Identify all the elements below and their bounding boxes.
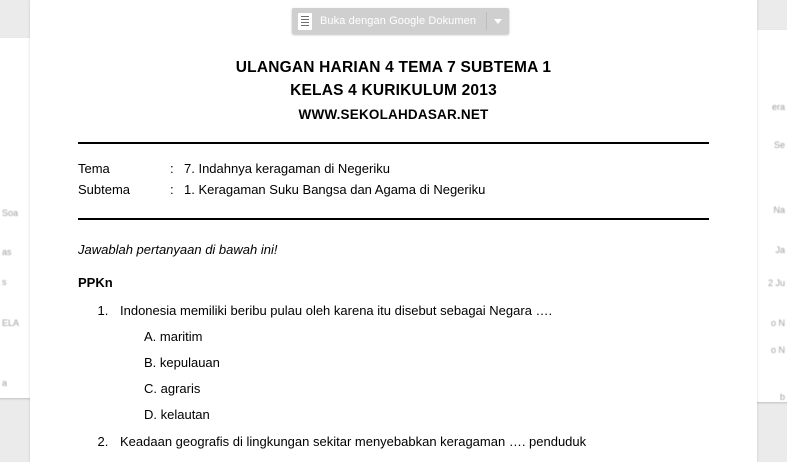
- instruction-text: Jawablah pertanyaan di bawah ini!: [78, 242, 278, 257]
- background-text-line: 2 Ju: [767, 278, 785, 288]
- document-title: [78, 56, 709, 102]
- background-text-line: Ja: [775, 245, 785, 255]
- background-text-line: era: [771, 102, 785, 112]
- question-text: 1. Indonesia memiliki beribu pulau oleh karena itu disebut sebagai Negara ….: [120, 303, 553, 318]
- google-docs-icon: [292, 8, 318, 34]
- background-text-line: b: [779, 392, 785, 402]
- option-item: D. kelautan: [144, 407, 210, 422]
- document-title-line-2: KELAS 4 KURIKULUM 2013: [290, 82, 497, 99]
- background-text-line: Se: [773, 140, 785, 150]
- section-heading-ppkn: PPKn: [78, 275, 113, 290]
- meta-colon-tema: :: [170, 161, 174, 176]
- open-with-label: Buka dengan Google Dokumen: [320, 15, 477, 27]
- question-text: 2. Keadaan geografis di lingkungan sekitar menyebabkan keragaman …. penduduk: [120, 434, 587, 449]
- background-page-left: [0, 38, 32, 398]
- option-item: A. maritim: [144, 329, 203, 344]
- document-glyph: [298, 13, 312, 30]
- background-text-line: as: [2, 247, 12, 257]
- question-item: [112, 432, 709, 452]
- question-list: [78, 301, 709, 452]
- meta-row-tema: [78, 158, 485, 179]
- meta-value-subtema: 1. Keragaman Suku Bangsa dan Agama di Negeriku: [184, 182, 486, 197]
- background-text-line: Soa: [2, 208, 19, 218]
- background-text-line: Na: [773, 205, 785, 215]
- meta-value-tema: 7. Indahnya keragaman di Negeriku: [184, 161, 390, 176]
- document-website: WWW.SEKOLAHDASAR.NET: [298, 107, 489, 122]
- caret-glyph: [494, 19, 502, 24]
- background-text-line: s: [2, 277, 7, 287]
- document-body: [30, 0, 757, 452]
- open-with-google-docs-button[interactable]: [292, 8, 509, 34]
- question-item: [112, 301, 709, 424]
- background-text-line: ELA: [2, 318, 20, 328]
- background-text-line: o N: [770, 318, 785, 328]
- option-list: [120, 328, 709, 424]
- background-text-line: o N: [770, 345, 785, 355]
- divider-bottom: [78, 218, 709, 220]
- meta-colon-subtema: :: [170, 182, 174, 197]
- divider-top: [78, 142, 709, 144]
- option-item: C. agraris: [144, 381, 201, 396]
- chevron-down-icon[interactable]: [487, 8, 509, 34]
- document-meta-table: [78, 158, 485, 200]
- document-page: [30, 0, 757, 462]
- option-item: B. kepulauan: [144, 355, 220, 370]
- meta-label-subtema: Subtema: [78, 182, 131, 197]
- meta-row-subtema: [78, 179, 485, 200]
- meta-label-tema: Tema: [78, 161, 110, 176]
- document-title-line-1: ULANGAN HARIAN 4 TEMA 7 SUBTEMA 1: [235, 59, 552, 76]
- background-text-line: a: [2, 378, 8, 388]
